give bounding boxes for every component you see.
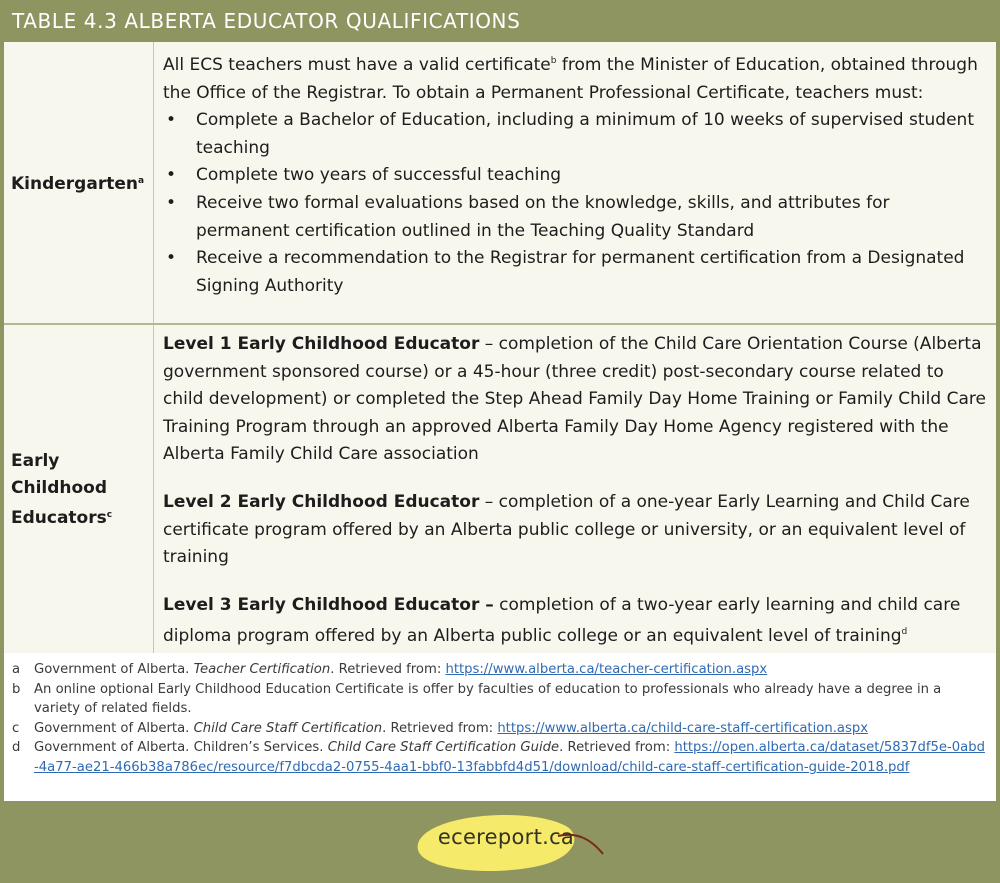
footnote-ref: b xyxy=(550,56,557,66)
footnote-text: An online optional Early Childhood Education Certificate is offer by faculties of education to professionals who already have a degree in a variety of related fields. xyxy=(34,681,942,717)
educator-levels xyxy=(154,325,996,655)
footnote-text xyxy=(34,738,986,777)
footnote-marker: b xyxy=(12,681,21,697)
note-source-title: Child Care Staff Certification xyxy=(193,720,383,736)
intro-paragraph xyxy=(163,48,986,107)
note-text: Government of Alberta. Children’s Services. xyxy=(34,740,328,756)
level-title: Level 2 Early Childhood Educator xyxy=(163,491,480,512)
footnote-link[interactable]: https://www.alberta.ca/teacher-certification.aspx xyxy=(445,662,768,677)
footnotes xyxy=(4,653,996,801)
intro-text-cont: from the Minister of Education, obtained through the Office of the Registrar. To obtain a Permanent Professional Certificate, teachers must: xyxy=(163,55,978,103)
footnote-c xyxy=(12,719,986,739)
footnote-marker: c xyxy=(12,720,20,736)
footnote-text xyxy=(34,719,986,739)
level-text: – completion of the Child Care Orientation Course (Alberta government sponsored course) or a 45-hour (three credit) post-secondary course related to child development) or completed the Step Ahead Family Day Home Training or Family Child Care Training Program through an approved Alberta Family Day Home Agency registered with the Alberta Family Child Care association xyxy=(163,334,986,465)
table-row xyxy=(4,42,996,323)
footnote-a xyxy=(12,660,986,680)
note-text: Government of Alberta. xyxy=(34,662,194,677)
footnote-link[interactable]: https://open.alberta.ca/dataset/5837df5e-0abd-4a77-ae21-466b38a786ec/resource/f7dbcda2-0755-4aa1-bbf0-13fabbfd4d51/download/child-care-staff-certification-guide-2018.pdf xyxy=(34,740,985,775)
row-label-text: Kindergarten xyxy=(11,173,138,194)
list-item: • Complete two years of successful teaching xyxy=(163,162,986,190)
kindergarten-requirements xyxy=(154,42,996,323)
footnote-text xyxy=(34,660,986,680)
footnote-ref: a xyxy=(137,175,145,186)
list-item: • Receive a recommendation to the Registrar for permanent certification from a Designated Signing Authority xyxy=(163,245,986,300)
note-text: . Retrieved from: xyxy=(559,740,675,756)
row-label-line: Early xyxy=(11,451,60,471)
qualifications-table xyxy=(4,42,996,655)
level-text: completion of a two-year early learning and child care diploma program offered by an Alberta public college or an equivalent level of training xyxy=(163,594,961,647)
note-text: Government of Alberta. xyxy=(34,720,194,736)
level-3-description xyxy=(163,592,986,651)
footnote-b xyxy=(12,680,986,719)
row-label-line: Childhood xyxy=(11,478,108,498)
row-label-early-childhood-educators xyxy=(4,325,154,655)
footnote-ref: c xyxy=(106,510,113,520)
footnote-ref: d xyxy=(901,627,908,638)
list-item: • Complete a Bachelor of Education, including a minimum of 10 weeks of supervised student teaching xyxy=(163,107,986,162)
table-row xyxy=(4,323,996,655)
footnote-marker: a xyxy=(12,662,21,677)
requirements-list xyxy=(163,107,986,300)
note-text: . Retrieved from: xyxy=(382,720,498,736)
level-title: Level 3 Early Childhood Educator – xyxy=(163,594,494,615)
list-item: • Receive two formal evaluations based on the knowledge, skills, and attributes for permanent certification outlined in the Teaching Quality Standard xyxy=(163,190,986,245)
intro-text: All ECS teachers must have a valid certificate xyxy=(163,55,551,75)
footnote-d xyxy=(12,738,986,777)
logo-text: ecereport.ca xyxy=(437,825,575,849)
table-title: TABLE 4.3 ALBERTA EDUCATOR QUALIFICATIONS xyxy=(0,0,1000,42)
note-source-title: Child Care Staff Certification Guide xyxy=(327,740,560,756)
level-title: Level 1 Early Childhood Educator xyxy=(163,334,480,354)
level-2-description xyxy=(163,489,986,572)
footnote-marker: d xyxy=(12,740,21,756)
note-source-title: Teacher Certification xyxy=(193,662,331,677)
note-text: . Retrieved from: xyxy=(330,662,446,677)
footnote-link[interactable]: https://www.alberta.ca/child-care-staff-certification.aspx xyxy=(497,720,869,736)
row-label-line: Educators xyxy=(11,508,107,528)
level-text: – completion of a one-year Early Learning and Child Care certificate program offered by an Alberta public college or university, or an equivalent level of training xyxy=(163,491,970,568)
level-1-description xyxy=(163,331,986,469)
row-label-kindergarten xyxy=(4,42,154,323)
ecereport-logo[interactable] xyxy=(408,806,608,876)
